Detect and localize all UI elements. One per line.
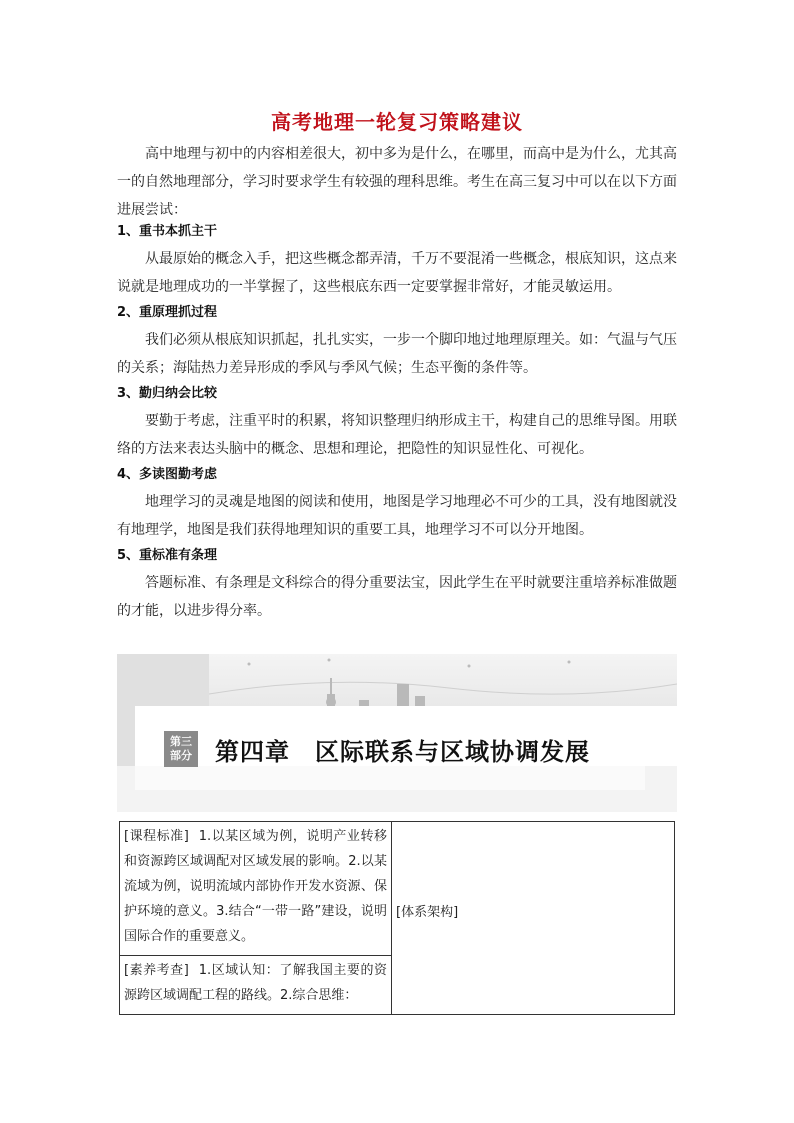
part-badge: [164, 731, 198, 767]
curriculum-standards-text: 1.以某区域为例，说明产业转移和资源跨区域调配对区域发展的影响。2.以某流域为例，说明流域内部协作开发水资源、保护环境的意义。3.结合“一带一路”建设，说明国际合作的重要意义。: [124, 829, 387, 944]
literacy-label: [素养考查]: [124, 963, 189, 978]
section-body-2: 我们必须从根底知识抓起，扎扎实实，一步一个脚印地过地理原理关。如：气温与气压的关系；海陆热力差异形成的季风与季风气候；生态平衡的条件等。: [117, 332, 677, 376]
framework-cell: [392, 822, 674, 1014]
intro-paragraph: 高中地理与初中的内容相差很大，初中多为是什么，在哪里，而高中是为什么，尤其高一的自然地理部分，学习时要求学生有较强的理科思维。考生在高三复习中可以在以下方面进展尝试：: [117, 146, 677, 218]
curriculum-standards-label: [课程标准]: [124, 829, 189, 844]
literacy-cell: [120, 956, 392, 1014]
part-badge-line-2: 部分: [170, 749, 192, 762]
page-title: 高考地理一轮复习策略建议: [271, 110, 523, 134]
section-heading-2: 2、重原理抓过程: [117, 305, 218, 320]
curriculum-table: [119, 821, 675, 1015]
section-heading-1: 1、重书本抓主干: [117, 224, 218, 239]
banner-shadow: [135, 766, 645, 790]
chapter-title: 第四章 区际联系与区域协调发展: [215, 738, 590, 766]
section-body-3: 要勤于考虑，注重平时的积累，将知识整理归纳形成主干，构建自己的思维导图。用联络的方法来表达头脑中的概念、思想和理论，把隐性的知识显性化、可视化。: [117, 413, 677, 457]
literacy-text: 1.区域认知：了解我国主要的资源跨区域调配工程的路线。2.综合思维：: [124, 963, 387, 1003]
section-body-5: 答题标准、有条理是文科综合的得分重要法宝，因此学生在平时就要注重培养标准做题的才能，以进步得分率。: [117, 575, 677, 619]
curriculum-standards-cell: [120, 822, 392, 956]
framework-label: [体系架构]: [396, 905, 459, 920]
chapter-banner: [117, 654, 677, 812]
part-badge-line-1: 第三: [170, 735, 192, 748]
section-body-1: 从最原始的概念入手，把这些概念都弄清，千万不要混淆一些概念，根底知识，这点来说就是地理成功的一半掌握了，这些根底东西一定要掌握非常好，才能灵敏运用。: [117, 251, 677, 295]
section-heading-3: 3、勤归纳会比较: [117, 386, 218, 401]
section-body-4: 地理学习的灵魂是地图的阅读和使用，地图是学习地理必不可少的工具，没有地图就没有地理学，地图是我们获得地理知识的重要工具，地理学习不可以分开地图。: [117, 494, 677, 538]
section-heading-5: 5、重标准有条理: [117, 548, 218, 563]
section-heading-4: 4、多读图勤考虑: [117, 467, 218, 482]
